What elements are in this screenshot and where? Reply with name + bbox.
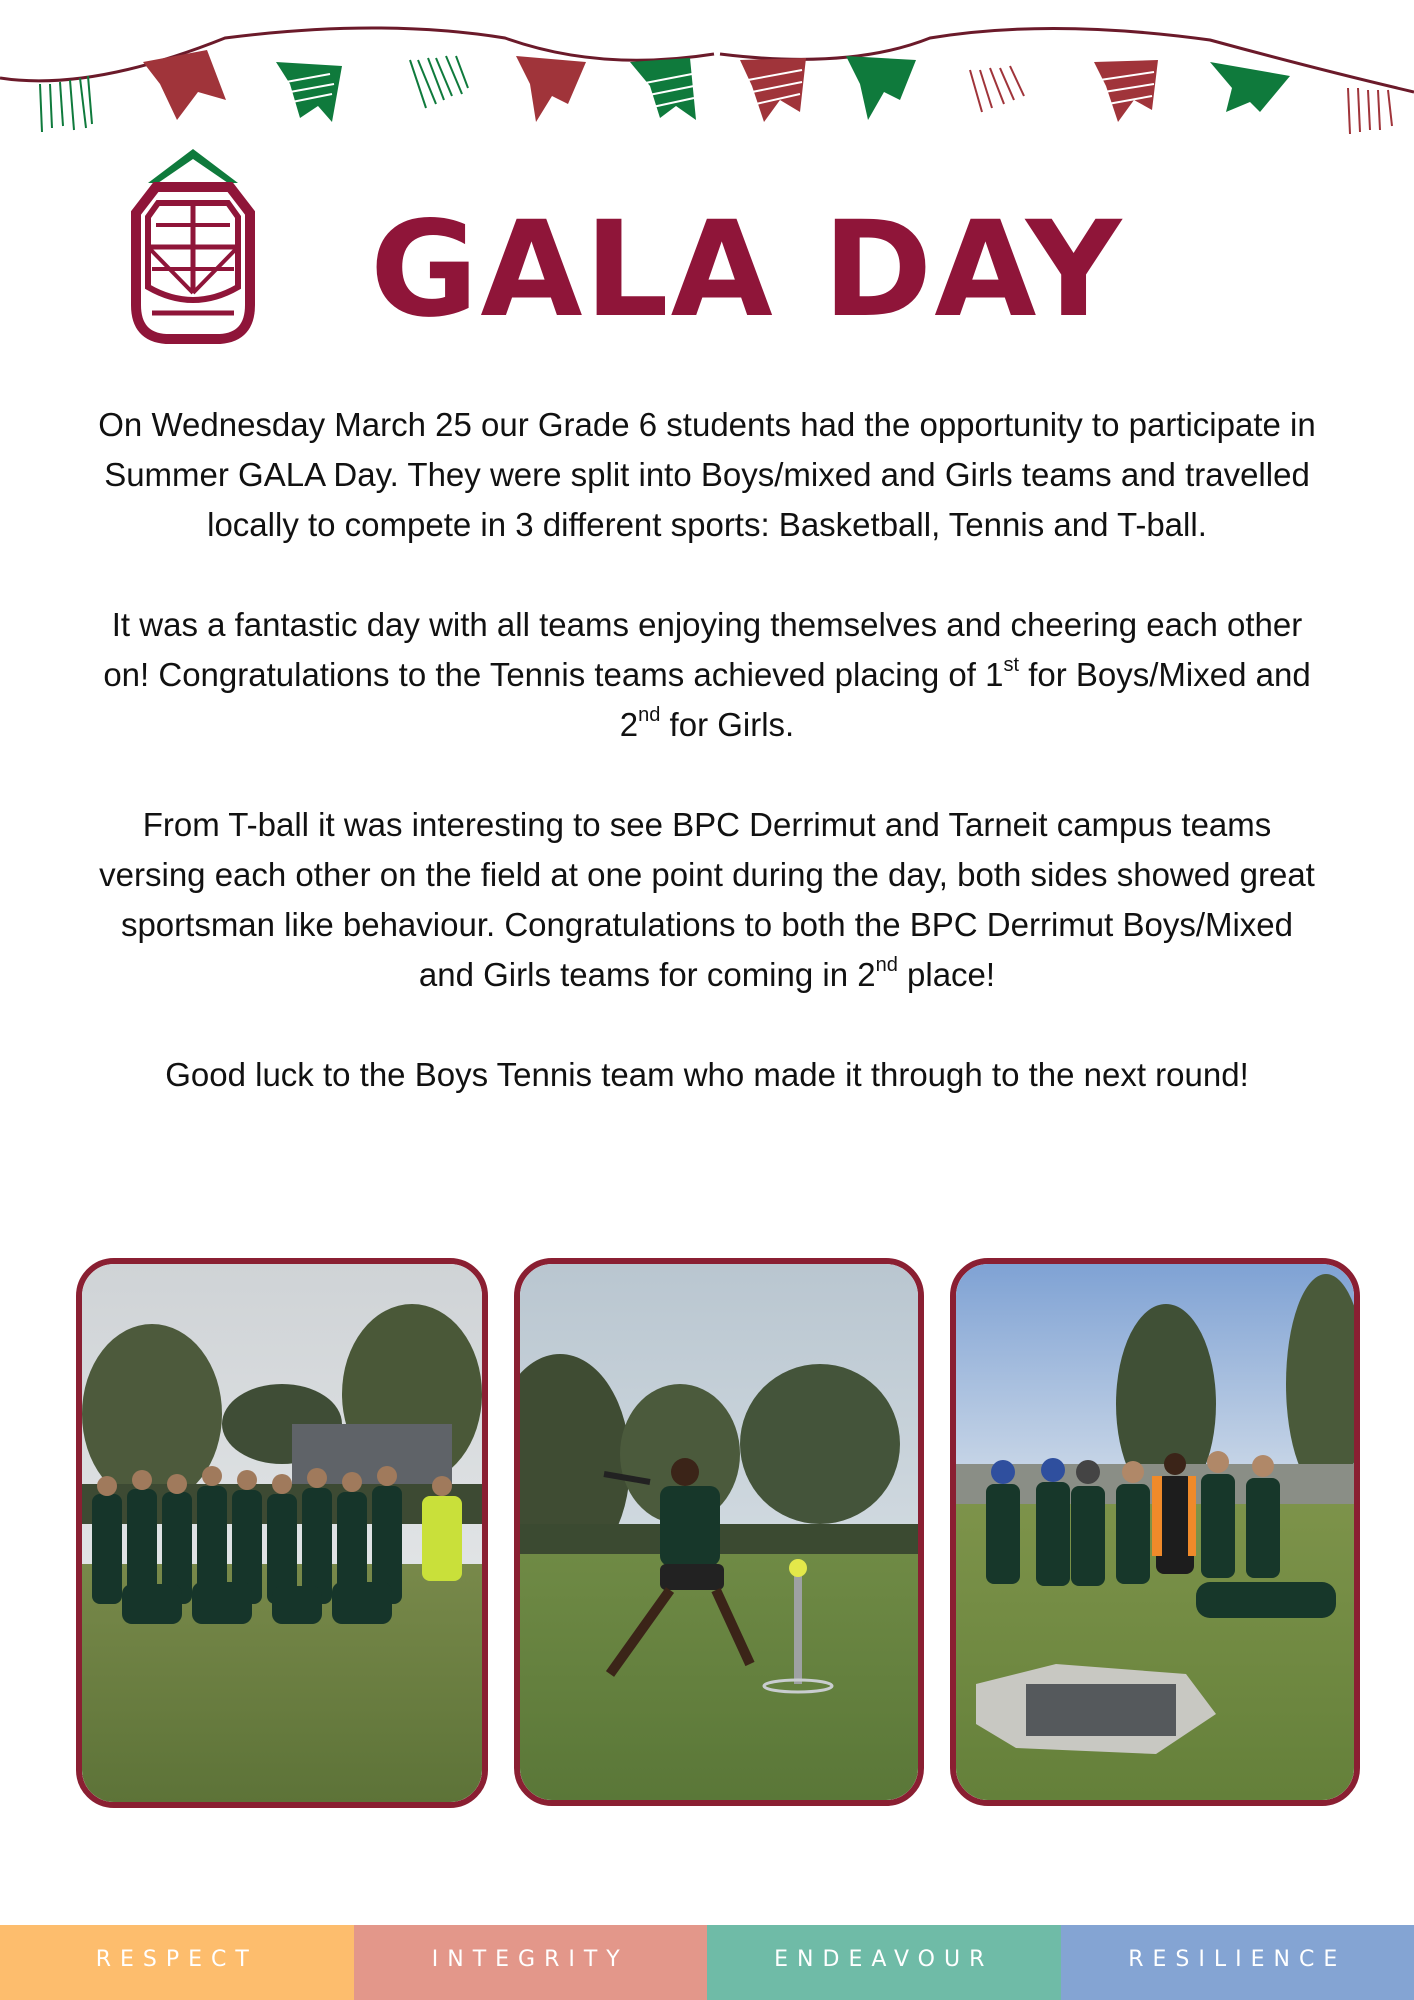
paragraph-4: Good luck to the Boys Tennis team who made it through to the next round!: [165, 1056, 1249, 1093]
girls-team-photo: [950, 1258, 1360, 1806]
article-body: [90, 400, 1324, 1150]
school-crest-icon: [118, 145, 268, 345]
team-group-photo: [76, 1258, 488, 1808]
paragraph-3: From T-ball it was interesting to see BPC Derrimut and Tarneit campus teams versing each other on the field at one point during the day, both sides showed great sportsman like behaviour. Congratulations to both the BPC Derrimut Boys/Mixed and Girls teams for coming in 2nd place!: [99, 806, 1315, 993]
values-footer: [0, 1925, 1414, 2000]
footer-integrity: INTEGRITY: [354, 1925, 708, 2000]
footer-resilience: RESILIENCE: [1061, 1925, 1414, 2000]
tball-batter-photo: [514, 1258, 924, 1806]
page-title: GALA DAY: [370, 193, 1124, 347]
footer-endeavour: ENDEAVOUR: [707, 1925, 1061, 2000]
paragraph-1: On Wednesday March 25 our Grade 6 students had the opportunity to participate in Summer GALA Day. They were split into Boys/mixed and Girls teams and travelled locally to compete in 3 different sports: Basketball, Tennis and T-ball.: [98, 406, 1316, 543]
bunting-decoration: [0, 0, 1414, 150]
footer-respect: RESPECT: [0, 1925, 354, 2000]
paragraph-2: It was a fantastic day with all teams enjoying themselves and cheering each other on! Congratulations to the Tennis teams achieved placing of 1st for Boys/Mixed and 2nd for Girls.: [103, 606, 1311, 743]
